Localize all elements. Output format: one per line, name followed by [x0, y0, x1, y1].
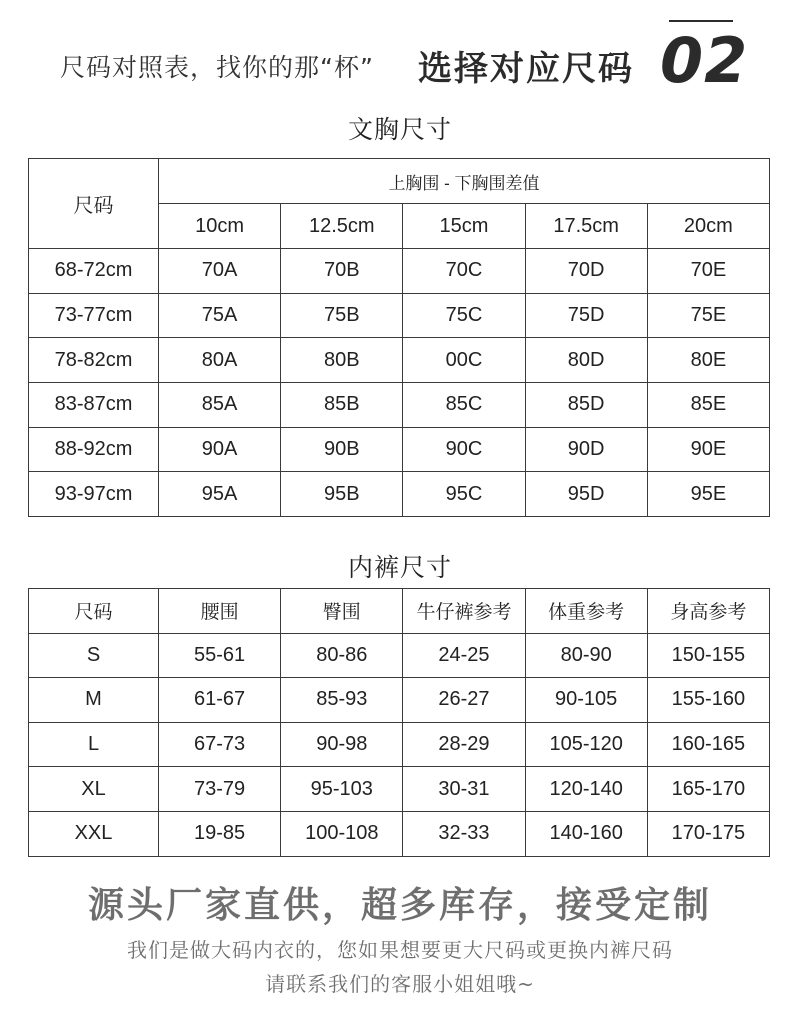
footer-headline: 源头厂家直供，超多库存，接受定制: [87, 885, 712, 926]
bra-size-cell: 85C: [403, 383, 525, 428]
bra-diff-header: 10cm: [159, 204, 281, 249]
bra-size-cell: 80A: [159, 338, 281, 383]
table-row: [29, 678, 770, 723]
table-row: [29, 427, 770, 472]
bra-range-cell: 88-92cm: [29, 427, 159, 472]
bra-size-cell: 95B: [281, 472, 403, 517]
table-row: [29, 811, 770, 856]
pants-value-cell: 73-79: [159, 767, 281, 812]
pants-size-cell: XL: [29, 767, 159, 812]
pants-size-cell: M: [29, 678, 159, 723]
bra-section-title: 文胸尺寸: [347, 115, 452, 144]
bra-size-cell: 70B: [281, 249, 403, 294]
pants-value-cell: 26-27: [403, 678, 525, 723]
bra-range-cell: 78-82cm: [29, 338, 159, 383]
table-row: [29, 383, 770, 428]
bra-size-cell: 90D: [525, 427, 647, 472]
bra-size-cell: 75D: [525, 293, 647, 338]
pants-value-cell: 32-33: [403, 811, 525, 856]
table-row: [29, 293, 770, 338]
table-row: [29, 767, 770, 812]
header-main-title: 选择对应尺码: [418, 49, 634, 89]
bra-size-cell: 75E: [647, 293, 769, 338]
pants-header-cell: 体重参考: [525, 589, 647, 634]
bra-size-table: [28, 158, 770, 517]
header-number: 02: [660, 24, 749, 97]
bra-size-cell: 75A: [159, 293, 281, 338]
pants-value-cell: 19-85: [159, 811, 281, 856]
header-subtitle: 尺码对照表，找你的那“杯”: [60, 53, 374, 82]
bra-header-row: [29, 159, 770, 204]
table-row: [29, 472, 770, 517]
pants-value-cell: 80-86: [281, 633, 403, 678]
pants-section-title: 内裤尺寸: [347, 553, 452, 582]
bra-size-cell: 75B: [281, 293, 403, 338]
bra-size-cell: 85B: [281, 383, 403, 428]
bra-diff-header: 12.5cm: [281, 204, 403, 249]
pants-value-cell: 55-61: [159, 633, 281, 678]
pants-size-cell: S: [29, 633, 159, 678]
pants-header-cell: 牛仔裤参考: [403, 589, 525, 634]
pants-size-cell: XXL: [29, 811, 159, 856]
pants-value-cell: 155-160: [647, 678, 769, 723]
pants-header-cell: 臀围: [281, 589, 403, 634]
pants-value-cell: 90-98: [281, 722, 403, 767]
bra-size-cell: 85D: [525, 383, 647, 428]
pants-value-cell: 85-93: [281, 678, 403, 723]
bra-size-cell: 70A: [159, 249, 281, 294]
bra-size-cell: 90B: [281, 427, 403, 472]
bra-size-cell: 70E: [647, 249, 769, 294]
bra-size-cell: 95E: [647, 472, 769, 517]
pants-value-cell: 80-90: [525, 633, 647, 678]
bra-size-cell: 00C: [403, 338, 525, 383]
pants-value-cell: 24-25: [403, 633, 525, 678]
bra-diff-header: 17.5cm: [525, 204, 647, 249]
bra-size-cell: 80E: [647, 338, 769, 383]
pants-value-cell: 140-160: [525, 811, 647, 856]
pants-value-cell: 30-31: [403, 767, 525, 812]
bra-size-cell: 90E: [647, 427, 769, 472]
pants-value-cell: 90-105: [525, 678, 647, 723]
table-row: [29, 338, 770, 383]
bra-corner-cell: 尺码: [29, 159, 159, 249]
pants-value-cell: 95-103: [281, 767, 403, 812]
pants-value-cell: 28-29: [403, 722, 525, 767]
pants-size-table: [28, 588, 770, 857]
pants-value-cell: 150-155: [647, 633, 769, 678]
pants-header-cell: 尺码: [29, 589, 159, 634]
pants-header-row: [29, 589, 770, 634]
bra-size-cell: 95A: [159, 472, 281, 517]
pants-value-cell: 165-170: [647, 767, 769, 812]
bra-size-cell: 90C: [403, 427, 525, 472]
bra-size-cell: 70D: [525, 249, 647, 294]
bra-range-cell: 83-87cm: [29, 383, 159, 428]
bra-size-cell: 85A: [159, 383, 281, 428]
pants-value-cell: 120-140: [525, 767, 647, 812]
pants-value-cell: 67-73: [159, 722, 281, 767]
bra-diff-header: 20cm: [647, 204, 769, 249]
bra-size-cell: 70C: [403, 249, 525, 294]
bra-size-cell: 95D: [525, 472, 647, 517]
pants-size-cell: L: [29, 722, 159, 767]
bra-range-cell: 73-77cm: [29, 293, 159, 338]
pants-value-cell: 61-67: [159, 678, 281, 723]
footer-note-line-1: 我们是做大码内衣的，您如果想要更大尺码或更换内裤尺码: [127, 938, 673, 962]
pants-value-cell: 105-120: [525, 722, 647, 767]
bra-size-cell: 75C: [403, 293, 525, 338]
pants-value-cell: 160-165: [647, 722, 769, 767]
header-rule: [669, 20, 733, 22]
bra-size-cell: 80D: [525, 338, 647, 383]
bra-range-cell: 68-72cm: [29, 249, 159, 294]
bra-size-cell: 90A: [159, 427, 281, 472]
bra-diff-header: 15cm: [403, 204, 525, 249]
pants-value-cell: 100-108: [281, 811, 403, 856]
pants-header-cell: 身高参考: [647, 589, 769, 634]
table-row: [29, 249, 770, 294]
bra-range-cell: 93-97cm: [29, 472, 159, 517]
bra-size-cell: 95C: [403, 472, 525, 517]
table-row: [29, 722, 770, 767]
pants-header-cell: 腰围: [159, 589, 281, 634]
footer-note-line-2: 请联系我们的客服小姐姐哦~: [265, 972, 535, 996]
bra-size-cell: 80B: [281, 338, 403, 383]
table-row: [29, 633, 770, 678]
bra-size-cell: 85E: [647, 383, 769, 428]
bra-span-header: 上胸围 - 下胸围差值: [159, 159, 770, 204]
pants-value-cell: 170-175: [647, 811, 769, 856]
